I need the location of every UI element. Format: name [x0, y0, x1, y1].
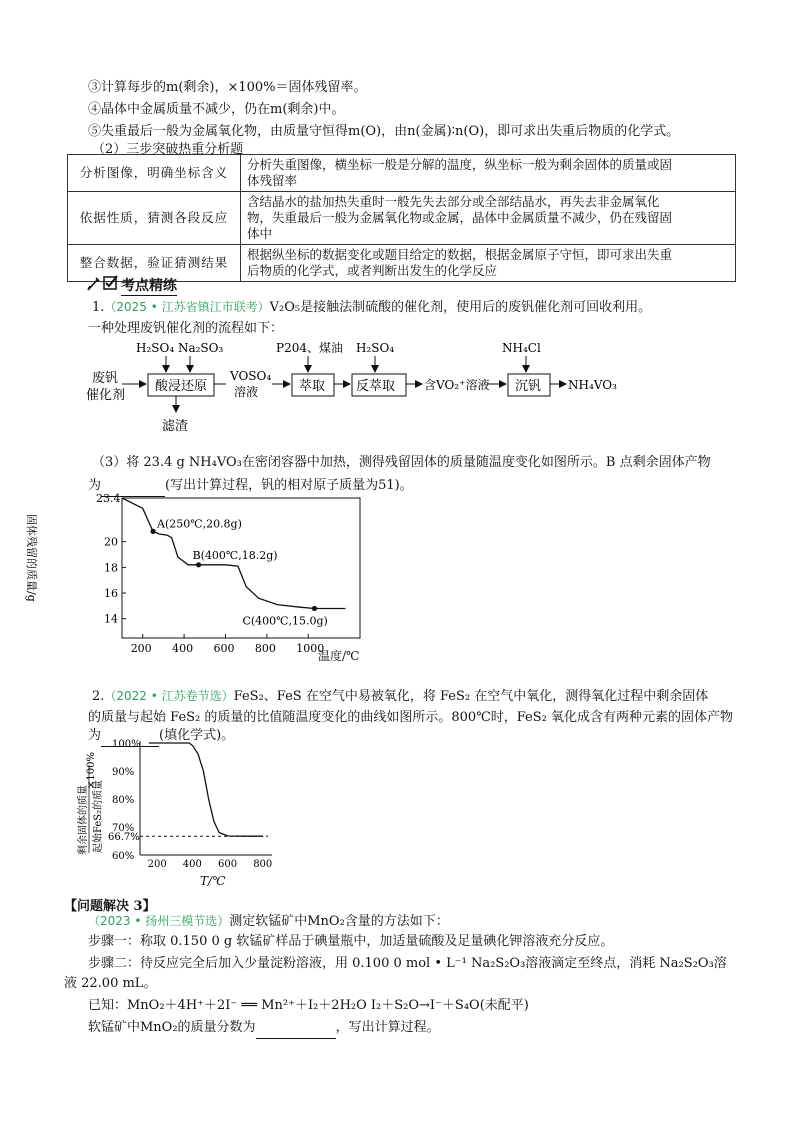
- chart1-ytick-label: 14: [104, 612, 118, 626]
- chart1-point: [150, 529, 155, 534]
- chart1-point-label: B(400℃,18.2g): [192, 548, 278, 562]
- chart1-ylabel: 固体残留的质量/g: [25, 514, 38, 602]
- table-value: 根据纵坐标的数据变化或题目给定的数据，根据金属原子守恒，即可求出失重 后物质的化学式，或者判断出发生的化学反应: [241, 245, 736, 282]
- process-flow-diagram: [80, 336, 640, 436]
- question-1-part-3: （3）将 23.4 g NH₄VO₃在密闭容器中加热，测得残留固体的质量随温度变化如图所示。B 点剩余固体产物: [92, 455, 711, 470]
- chart1-ytick-label: 18: [104, 561, 118, 575]
- flow-box-precipitate: 沉钒: [515, 379, 542, 394]
- problem-intro: （2023 • 扬州三模节选）测定软锰矿中MnO₂含量的方法如下：: [88, 914, 449, 929]
- pencil-icon: [86, 276, 102, 296]
- text-line-3: ③计算每步的m(剩余)，×100%＝固体残留率。: [88, 80, 367, 95]
- problem-step-1: 步骤一：称取 0.150 0 g 软锰矿样品于碘量瓶中，加适量硫酸及足量碘化钾溶液充分反应。: [88, 934, 614, 949]
- flow-reagent-3: H₂SO₄: [356, 341, 395, 355]
- chart2-ytick-label: 80%: [112, 795, 135, 806]
- question-2-line-2: 的质量与起始 FeS₂ 的质量的比值随温度变化的曲线如图所示。800℃时，FeS₂ 氧化成含有两种元素的固体产物: [88, 710, 733, 725]
- chart2-xtick-label: 800: [253, 859, 273, 870]
- flow-mid-2: 含VO₂⁺溶液: [424, 378, 490, 392]
- chart1-point: [312, 606, 317, 611]
- question-1: 1.（2025 • 江苏省镇江市联考）V₂O₅是接触法制硫酸的催化剂，使用后的废钒催化剂可回收利用。: [92, 300, 652, 315]
- chart1-point-label: C(400℃,15.0g): [242, 614, 328, 628]
- checkbox-icon: [103, 275, 119, 295]
- chart2-series-line: [149, 743, 263, 836]
- chart2-ref-label: 66.7%: [108, 832, 140, 844]
- flow-reagent-2: P204、煤油: [276, 341, 343, 355]
- chart1-point-label: A(250℃,20.8g): [157, 517, 242, 531]
- chart-mass-vs-temperature: [25, 492, 366, 664]
- question-1-answer-line: 为 (写出计算过程，钒的相对原子质量为51)。: [88, 476, 413, 497]
- table-key: 依据性质，猜测各段反应: [68, 192, 241, 245]
- source-tag: （2025 • 江苏省镇江市联考）: [104, 300, 270, 314]
- chart2-xtick-label: 400: [182, 859, 202, 870]
- subheading-three-steps: （2）三步突破热重分析题: [92, 142, 244, 157]
- flow-start-1: 废钒: [92, 371, 119, 386]
- chart1-ytop-label: 23.4: [96, 492, 121, 505]
- flow-box-extract: 萃取: [299, 379, 326, 394]
- chart2-ytick-label: 100%: [112, 739, 141, 750]
- table-value: 含结晶水的盐加热失重时一般先失去部分或全部结晶水，再失去非金属氧化 物，失重最后一般为金属氧化物或金属，晶体中金属质量不减少，仍在残留固 体中: [241, 192, 736, 245]
- table-row: [68, 155, 736, 192]
- flow-box-backextract: 反萃取: [356, 379, 396, 394]
- problem-known: 已知：MnO₂＋4H⁺＋2I⁻ ══ Mn²⁺＋I₂＋2H₂O I₂＋S₂O→I⁻＋S₄O(未配平): [88, 998, 529, 1013]
- question-2-answer-line: 为 (填化学式)。: [88, 726, 234, 747]
- chart1-xtick-label: 1000: [296, 642, 325, 655]
- chart2-xlabel: T/℃: [200, 874, 226, 888]
- answer-blank-3[interactable]: [256, 1018, 336, 1039]
- flow-end: NH₄VO₃: [568, 378, 617, 392]
- table-row: [68, 192, 736, 245]
- flow-start-2: 催化剂: [86, 388, 126, 403]
- problem-header: 【问题解决 3】: [64, 899, 156, 914]
- flow-box-leach: 酸浸还原: [155, 379, 208, 394]
- text-line-4: ④晶体中金属质量不减少，仍在m(剩余)中。: [88, 102, 345, 117]
- flow-residue: 滤渣: [162, 419, 189, 434]
- flow-intro: 一种处理废钒催化剂的流程如下：: [88, 321, 284, 336]
- chart1-ytick-label: 16: [104, 587, 118, 601]
- chart1-xtick-label: 600: [213, 642, 235, 655]
- chart2-ylabel-bottom: 起始FeS₂的质量: [93, 779, 104, 853]
- table-key: 整合数据，验证猜测结果: [68, 245, 241, 282]
- problem-step-2b: 液 22.00 mL。: [64, 976, 157, 991]
- chart2-xtick-label: 200: [147, 859, 167, 870]
- table-value: 分析失重图像，横坐标一般是分解的温度，纵坐标一般为剩余固体的质量或固 体残留率: [241, 155, 736, 192]
- flow-mid-1b: 溶液: [234, 385, 259, 399]
- chart1-xtick-label: 400: [172, 642, 194, 655]
- source-tag: （2022 • 江苏卷节选）: [104, 689, 234, 703]
- chart1-xtick-label: 800: [254, 642, 276, 655]
- problem-question: 软锰矿中MnO₂的质量分数为 ，写出计算过程。: [88, 1018, 440, 1039]
- table-key: 分析图像，明确坐标含义: [68, 155, 241, 192]
- section-title: 考点精练: [121, 275, 177, 296]
- chart2-xtick-label: 600: [218, 859, 238, 870]
- flow-mid-1a: VOSO₄: [230, 369, 272, 383]
- text-line-5: ⑤失重最后一般为金属氧化物，由质量守恒得m(O)，由n(金属)∶n(O)，即可求出失重后物质的化学式。: [88, 124, 680, 139]
- chart1-xlabel: 温度/℃: [318, 649, 360, 663]
- chart-ratio-vs-temperature: [76, 735, 276, 870]
- source-tag: （2023 • 扬州三模节选）: [88, 914, 230, 928]
- flow-reagent-4: NH₄Cl: [502, 341, 541, 355]
- chart1-point: [196, 562, 201, 567]
- chart2-ytick-label: 70%: [112, 823, 135, 834]
- problem-step-2: 步骤二：待反应完全后加入少量淀粉溶液，用 0.100 0 mol • L⁻¹ Na₂S₂O₃溶液滴定至终点，消耗 Na₂S₂O₃溶: [88, 956, 727, 971]
- chart2-ylabel-top: 剩余固体的质量: [78, 785, 89, 855]
- chart2-ytick-label: 60%: [112, 851, 135, 862]
- flow-reagent-1: H₂SO₄ Na₂SO₃: [136, 341, 224, 355]
- chart1-xtick-label: 200: [130, 642, 152, 655]
- chart1-ytick-label: 20: [104, 535, 118, 549]
- chart2-ylabel-suffix: ×100%: [86, 752, 97, 789]
- question-2: 2.（2022 • 江苏卷节选）FeS₂、FeS 在空气中易被氧化，将 FeS₂ 在空气中氧化，测得氧化过程中剩余固体: [92, 689, 709, 704]
- analysis-table: [67, 154, 736, 282]
- chart2-ytick-label: 90%: [112, 767, 135, 778]
